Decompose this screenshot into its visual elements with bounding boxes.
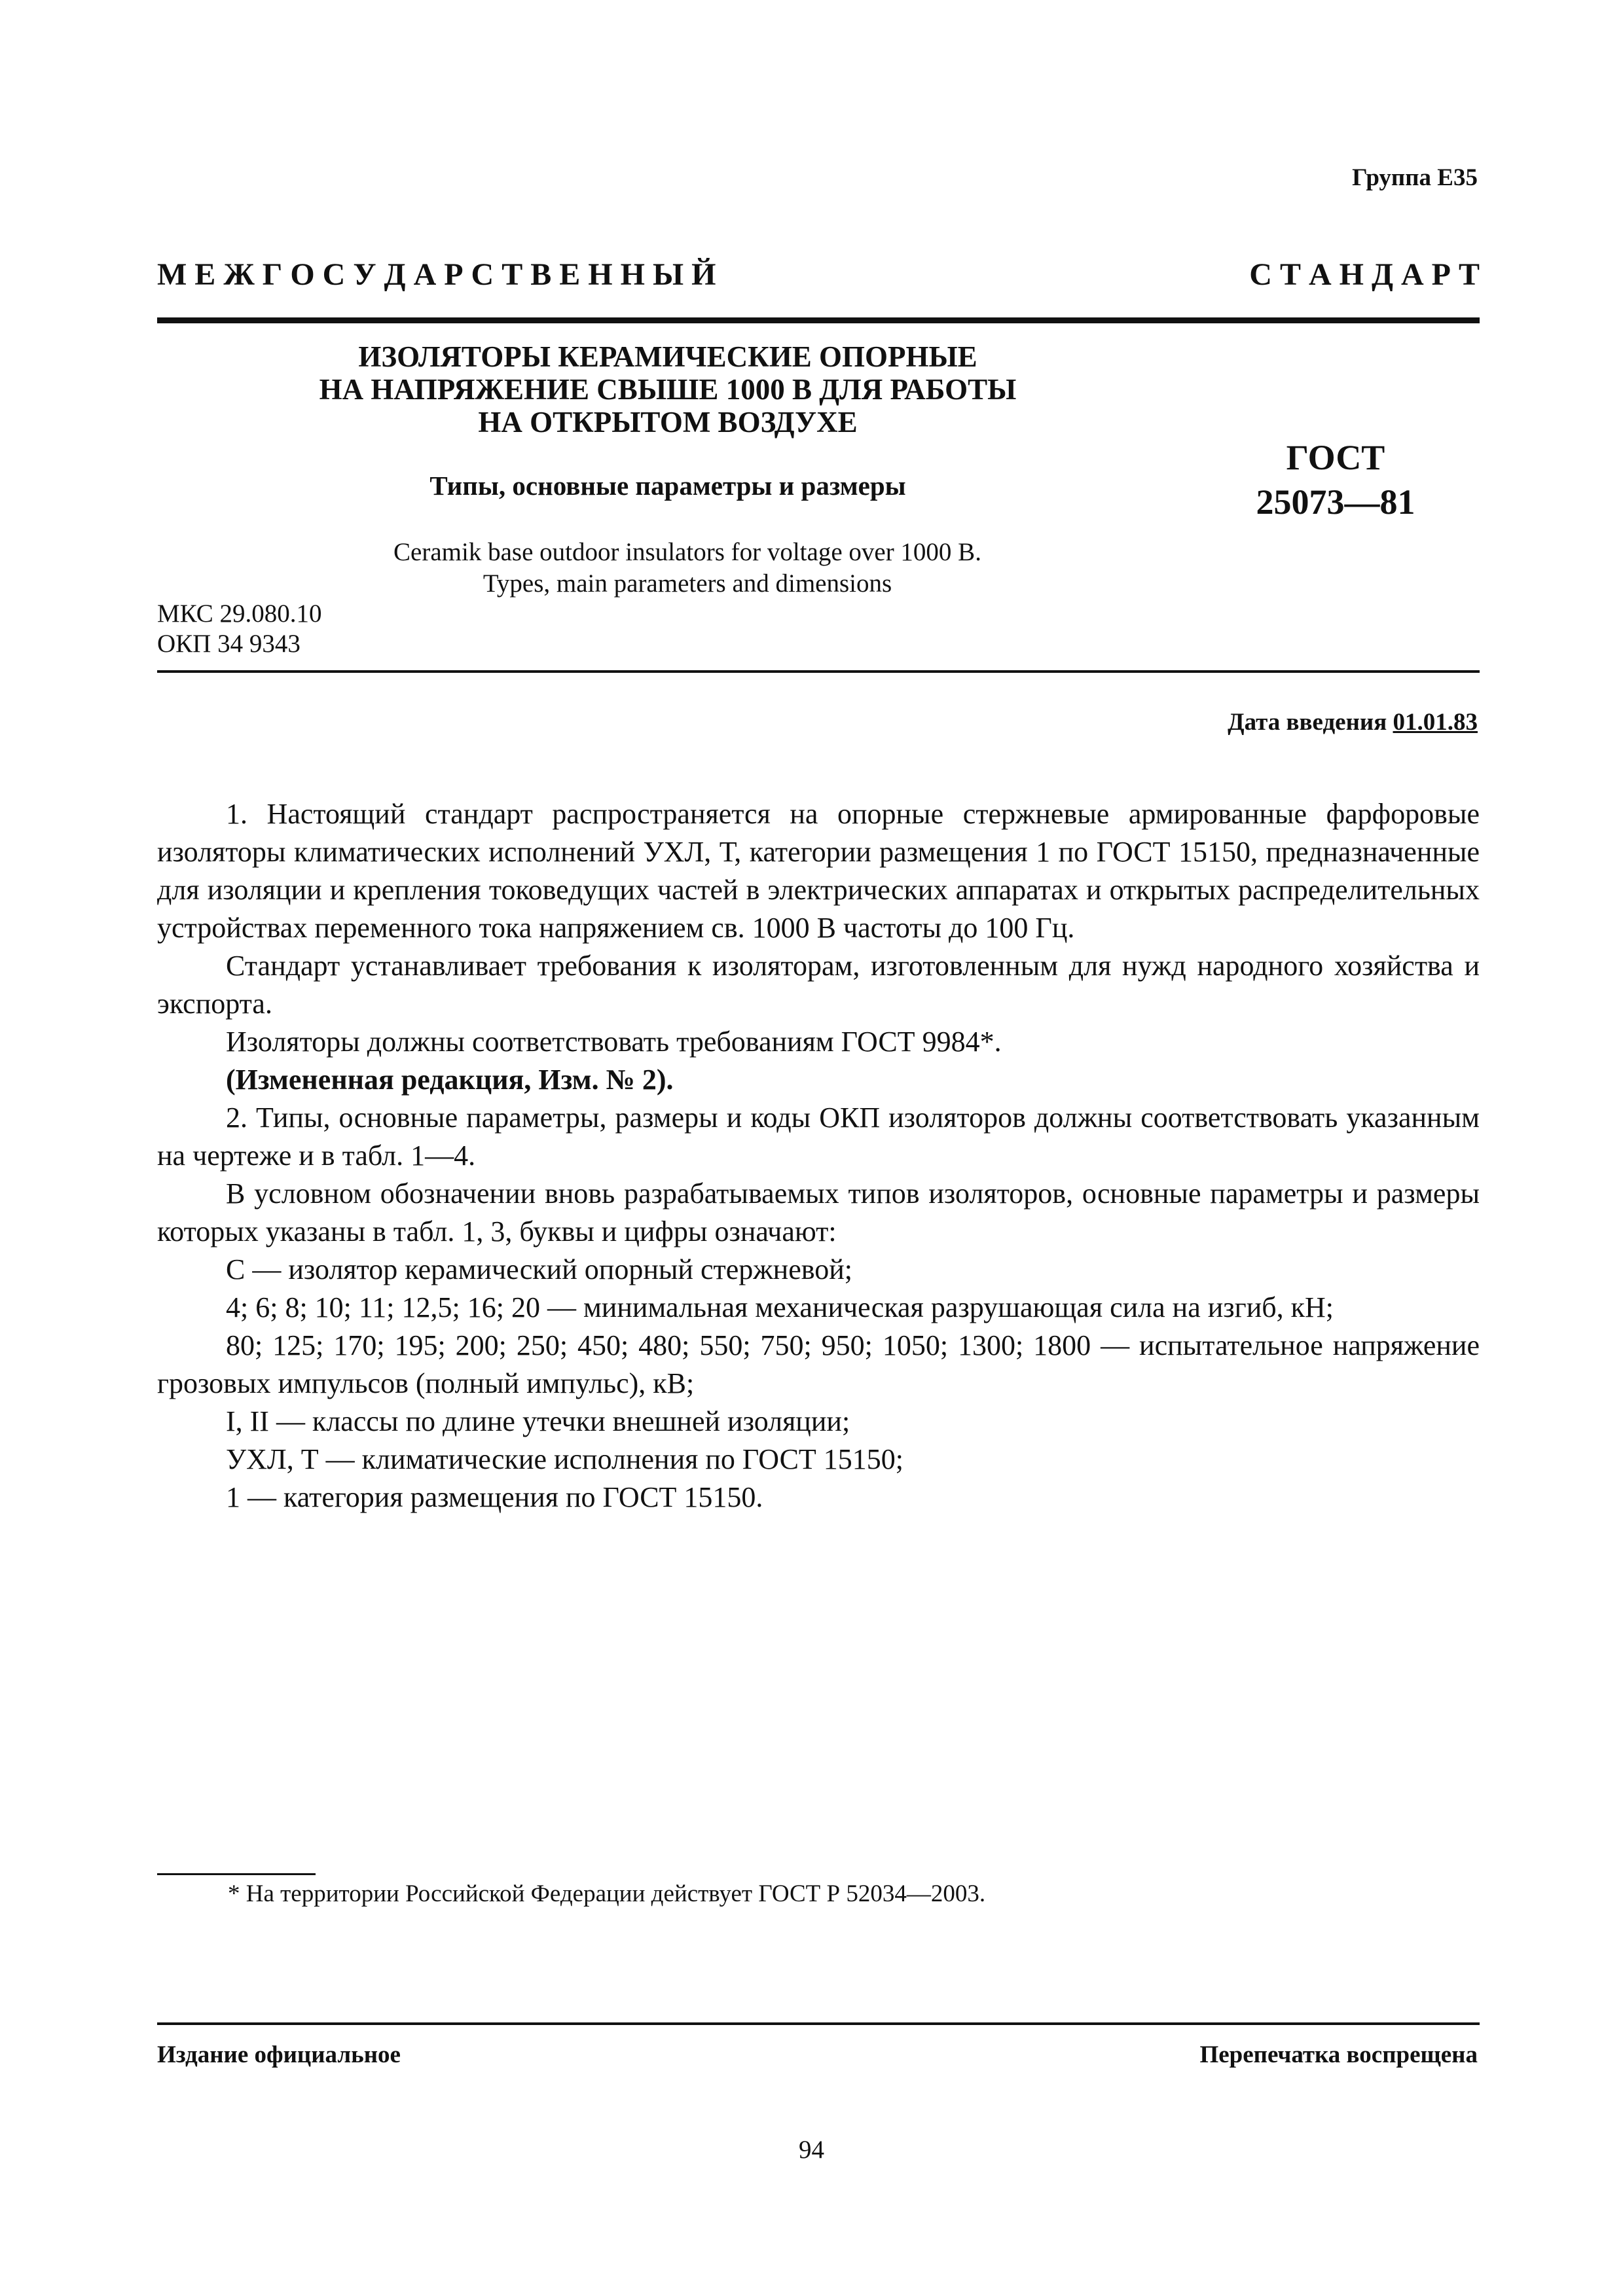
- gost-label: ГОСТ: [1286, 438, 1385, 477]
- introduction-date-value: 01.01.83: [1393, 709, 1478, 736]
- footnote-rule: [157, 1873, 316, 1875]
- interstate-standard-heading: [157, 257, 1480, 293]
- footnote: * На территории Российской Федерации действует ГОСТ Р 52034—2003.: [228, 1880, 986, 1907]
- standard-word: С Т А Н Д А Р Т: [1249, 257, 1480, 292]
- classification-codes: [157, 599, 321, 659]
- amendment-note: (Измененная редакция, Изм. № 2).: [226, 1064, 674, 1096]
- english-title-line-2: Types, main parameters and dimensions: [483, 569, 892, 598]
- paragraph: 1. Настоящий стандарт распространяется на опорные стержневые армированные фарфоровые изоляторы климатических исполнений УХЛ, Т, категории размещения 1 по ГОСТ 15150, предназначенные для изоляции и крепления токоведущих частей в электрических аппаратах и открытых распределительных устройствах переменного тока напряжением св. 1000 В частоты до 100 Гц.: [157, 798, 1480, 944]
- english-title: [157, 537, 1218, 600]
- paragraph: Изоляторы должны соответствовать требованиям ГОСТ 9984*.: [226, 1026, 1002, 1058]
- introduction-date-label: Дата введения: [1228, 709, 1387, 736]
- paragraph: УХЛ, Т — климатические исполнения по ГОСТ 15150;: [226, 1443, 904, 1475]
- okp-code: ОКП 34 9343: [157, 630, 301, 658]
- page-number: 94: [799, 2136, 824, 2164]
- document-title: [157, 340, 1178, 439]
- paragraph: Стандарт устанавливает требования к изоляторам, изготовленным для нужд народного хозяйства и экспорта.: [157, 950, 1480, 1020]
- paragraph: В условном обозначении вновь разрабатываемых типов изоляторов, основные параметры и размеры которых указаны в табл. 1, 3, буквы и цифры означают:: [157, 1177, 1480, 1247]
- paragraph: С — изолятор керамический опорный стержневой;: [226, 1253, 852, 1285]
- group-code: Группа Е35: [1352, 164, 1478, 191]
- body-text: [157, 795, 1480, 1516]
- introduction-date: [1228, 708, 1478, 736]
- footer-rule: [157, 2022, 1480, 2025]
- paragraph: 2. Типы, основные параметры, размеры и коды ОКП изоляторов должны соответствовать указанным на чертеже и в табл. 1—4.: [157, 1102, 1480, 1172]
- paragraph: 4; 6; 8; 10; 11; 12,5; 16; 20 — минимальная механическая разрушающая сила на изгиб, кН;: [226, 1291, 1334, 1323]
- header-rule: [157, 317, 1480, 323]
- english-title-line-1: Ceramik base outdoor insulators for voltage over 1000 В.: [393, 538, 981, 566]
- title-line-2: НА НАПРЯЖЕНИЕ СВЫШЕ 1000 В ДЛЯ РАБОТЫ: [319, 373, 1017, 406]
- paragraph: 1 — категория размещения по ГОСТ 15150.: [226, 1481, 763, 1513]
- official-edition-label: Издание официальное: [157, 2041, 401, 2068]
- gost-number: 25073—81: [1256, 482, 1415, 522]
- title-block-rule: [157, 670, 1480, 673]
- mks-code: МКС 29.080.10: [157, 600, 322, 628]
- reprint-prohibited-label: Перепечатка воспрещена: [1199, 2041, 1478, 2068]
- title-line-3: НА ОТКРЫТОМ ВОЗДУХЕ: [478, 406, 858, 439]
- paragraph: I, II — классы по длине утечки внешней изоляции;: [226, 1405, 850, 1437]
- paragraph: 80; 125; 170; 195; 200; 250; 450; 480; 550; 750; 950; 1050; 1300; 1800 — испытательное напряжение грозовых импульсов (полный импульс), кВ;: [157, 1329, 1480, 1399]
- document-subtitle: Типы, основные параметры и размеры: [429, 471, 906, 501]
- gost-designation: [1205, 435, 1467, 524]
- interstate-word: М Е Ж Г О С У Д А Р С Т В Е Н Н Ы Й: [157, 257, 716, 292]
- title-line-1: ИЗОЛЯТОРЫ КЕРАМИЧЕСКИЕ ОПОРНЫЕ: [358, 340, 977, 373]
